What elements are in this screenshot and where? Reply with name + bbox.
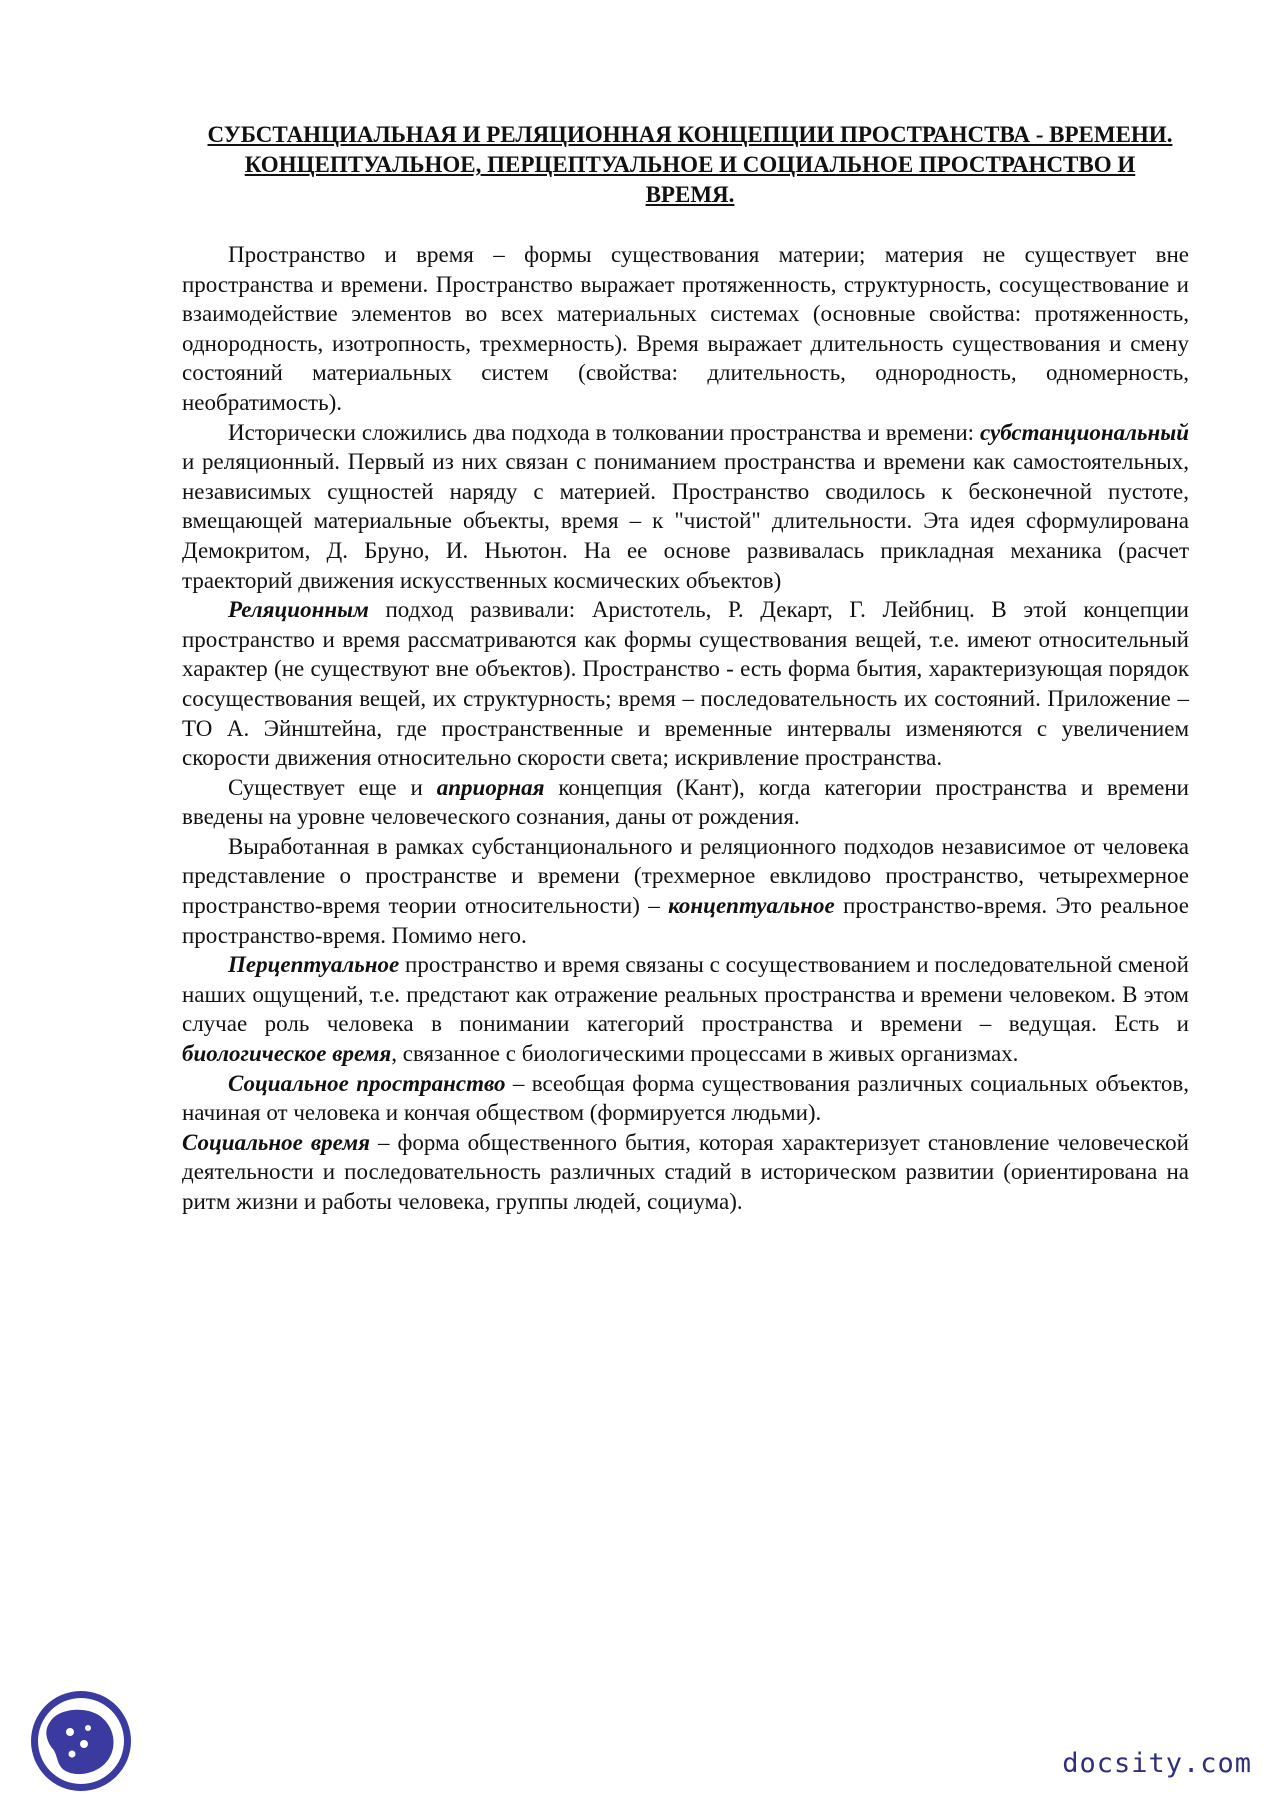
paragraph-4-text-c: концепция (Кант), когда категории пространства и времени введены на уровне человеческого сознания, даны от рождения. xyxy=(182,774,1189,830)
paragraph-2-text-c: и реляционный. Первый из них связан с пониманием пространства и времени как самостоятельных, независимых сущностей наряду с материей. Пространство сводилось к бесконечной пустоте, вмещающей материальные объекты, время – к "чистой" длительности. Эта идея сформулирована Демокритом, Д. Бруно, И. Ньютон. На ее основе развивалась прикладная механика (расчет траекторий движения искусственных космических объектов) xyxy=(182,449,1189,593)
paragraph-1-text: Пространство и время – формы существования материи; материя не существует вне пространства и времени. Пространство выражает протяженность, структурность, сосуществование и взаимодействие элементов во всех материальных системах (основные свойства: протяженность, однородность, изотропность, трехмерность). Время выражает длительность существования и смену состояний материальных систем (свойства: длительность, однородность, одномерность, необратимость). xyxy=(182,242,1189,415)
paragraph-2 xyxy=(182,418,1189,596)
paragraph-4 xyxy=(182,773,1189,832)
paragraph-5-text-c: пространство-время. Это реальное пространство-время. Помимо него. xyxy=(182,893,1190,948)
paragraph-8-text-b: – форма общественного бытия, которая характеризует становление человеческой деятельности и последовательность различных стадий в историческом развитии (ориентирована на ритм жизни и работы человека, группы людей, социума). xyxy=(182,1129,1189,1214)
paragraph-1 xyxy=(182,240,1189,418)
paragraph-6-text-d: , связанное с биологическими процессами в живых организмах. xyxy=(391,1041,1019,1067)
paragraph-5-text-a: Выработанная в рамках субстанционального и реляционного подходов независимое от человека представление о пространстве и времени (трехмерное евклидово пространство, четырехмерное пространство-время теории относительности) – xyxy=(182,833,1189,919)
term-social-time: Социальное время xyxy=(182,1129,370,1155)
term-social-space: Социальное пространство xyxy=(228,1070,506,1096)
term-perceptual: Перцептуальное xyxy=(228,952,400,978)
paragraph-8 xyxy=(182,1128,1189,1217)
document-title: СУБСТАНЦИАЛЬНАЯ И РЕЛЯЦИОННАЯ КОНЦЕПЦИИ ПРОСТРАНСТВА - ВРЕМЕНИ. КОНЦЕПТУАЛЬНОЕ, ПЕРЦЕПТУАЛЬНОЕ И СОЦИАЛЬНОЕ ПРОСТРАНСТВО И ВРЕМЯ. xyxy=(207,122,1173,207)
document-body xyxy=(182,240,1189,1217)
docsity-logo-icon[interactable] xyxy=(28,1688,134,1794)
docsity-logo-graphic xyxy=(28,1688,134,1794)
term-biological-time: биологическое время xyxy=(182,1041,392,1067)
paragraph-4-text-a: Существует еще и xyxy=(228,774,437,800)
paragraph-2-text-a: Исторически сложились два подхода в толковании пространства и времени: xyxy=(228,419,980,445)
paragraph-7 xyxy=(182,1069,1189,1128)
term-apriori: априорная xyxy=(436,774,545,800)
paragraph-5 xyxy=(182,832,1189,950)
paragraph-6 xyxy=(182,950,1189,1068)
term-conceptual: концептуальное xyxy=(668,893,835,919)
paragraph-3-text-b: подход развивали: Аристотель, Р. Декарт, Г. Лейбниц. В этой концепции пространство и время рассматриваются как формы существования вещей, т.е. имеют относительный характер (не существуют вне объектов). Пространство - есть форма бытия, характеризующая порядок сосуществования вещей, их структурность; время – последовательность их состояний. Приложение – ТО А. Эйнштейна, где пространственные и временные интервалы изменяются с увеличением скорости движения относительно скорости света; искривление пространства. xyxy=(182,597,1189,771)
paragraph-7-text-b: – всеобщая форма существования различных социальных объектов, начиная от человека и кончая обществом (формируется людьми). xyxy=(182,1070,1189,1126)
docsity-brand-text[interactable]: docsity.com xyxy=(1062,1748,1252,1779)
paragraph-3 xyxy=(182,595,1189,773)
term-substantial: субстанциональный xyxy=(980,419,1189,445)
paragraph-6-text-b: пространство и время связаны с сосуществованием и последовательной сменой наших ощущений, т.е. предстают как отражение реальных пространства и времени человеком. В этом случае роль человека в понимании категорий пространства и времени – ведущая. Есть и xyxy=(182,952,1189,1037)
term-relational: Реляционным xyxy=(228,597,369,623)
